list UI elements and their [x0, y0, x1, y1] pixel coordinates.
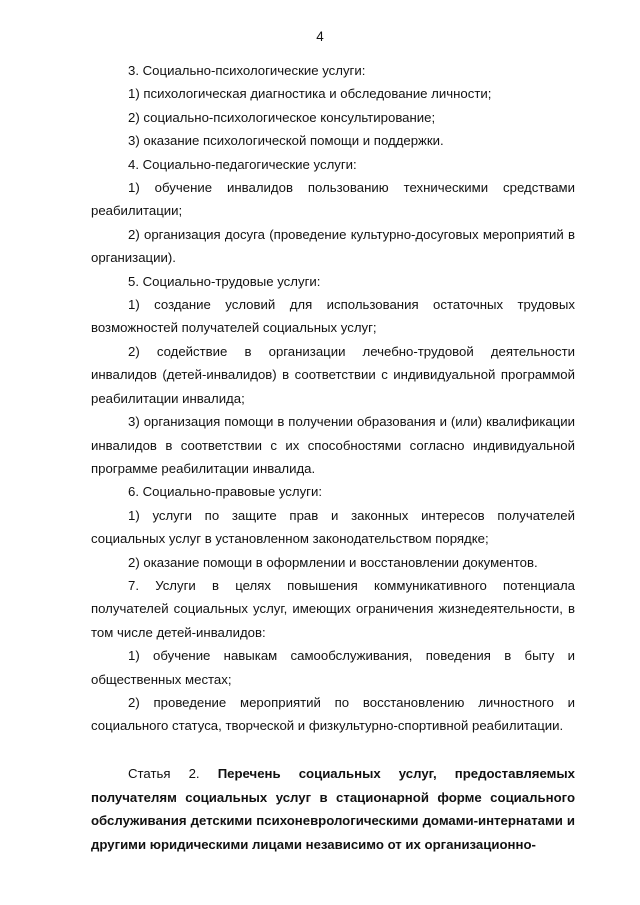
list-item: 2) организация досуга (проведение культурно-досуговых мероприятий в организации). — [91, 226, 575, 266]
article-heading — [91, 762, 575, 857]
section-heading-psychological: 3. Социально-психологические услуги: — [128, 63, 366, 78]
section-heading-pedagogical: 4. Социально-педагогические услуги: — [128, 156, 357, 172]
list-item: 1) обучение инвалидов пользованию техническими средствами реабилитации; — [91, 180, 575, 219]
list-item: 2) оказание помощи в оформлении и восстановлении документов. — [128, 554, 538, 570]
article-label: Статья 2. — [128, 765, 200, 781]
section-heading-legal: 6. Социально-правовые услуги: — [128, 484, 323, 500]
list-item: 2) проведение мероприятий по восстановлению личностного и социального статуса, творческой и физкультурно-спортивной реабилитации. — [91, 694, 575, 734]
list-item: 2) содействие в организации лечебно-трудовой деятельности инвалидов (детей-инвалидов) в соответствии с индивидуальной программой реабилитации инвалида; — [91, 343, 575, 406]
article-title: Перечень социальных услуг, предоставляемых получателям социальных услуг в стационарной форме социального обслуживания детскими психоневрологическими домами-интернатами и другими юридическими лицами независимо от их организационно- — [91, 765, 575, 853]
list-item: 3) организация помощи в получении образования и (или) квалификации инвалидов в соответствии с их способностями согласно индивидуальной программе реабилитации инвалида. — [91, 414, 575, 476]
list-item: 2) социально-психологическое консультирование; — [128, 109, 436, 125]
page-number: 4 — [316, 29, 324, 44]
section-spacer — [91, 738, 575, 762]
section-heading-labor: 5. Социально-трудовые услуги: — [128, 273, 321, 289]
list-item: 1) создание условий для использования остаточных трудовых возможностей получателей социальных услуг; — [91, 297, 575, 336]
section-heading-communication: 7. Услуги в целях повышения коммуникативного потенциала получателей социальных услуг, имеющих ограничения жизнедеятельности, в том числе детей-инвалидов: — [91, 577, 575, 640]
list-item: 1) психологическая диагностика и обследование личности; — [128, 86, 492, 102]
document-body — [91, 59, 575, 857]
list-item: 1) услуги по защите прав и законных интересов получателей социальных услуг в установленном законодательством порядке; — [91, 507, 575, 547]
list-item: 1) обучение навыкам самообслуживания, поведения в быту и общественных местах; — [91, 648, 575, 687]
list-item: 3) оказание психологической помощи и поддержки. — [128, 133, 444, 149]
